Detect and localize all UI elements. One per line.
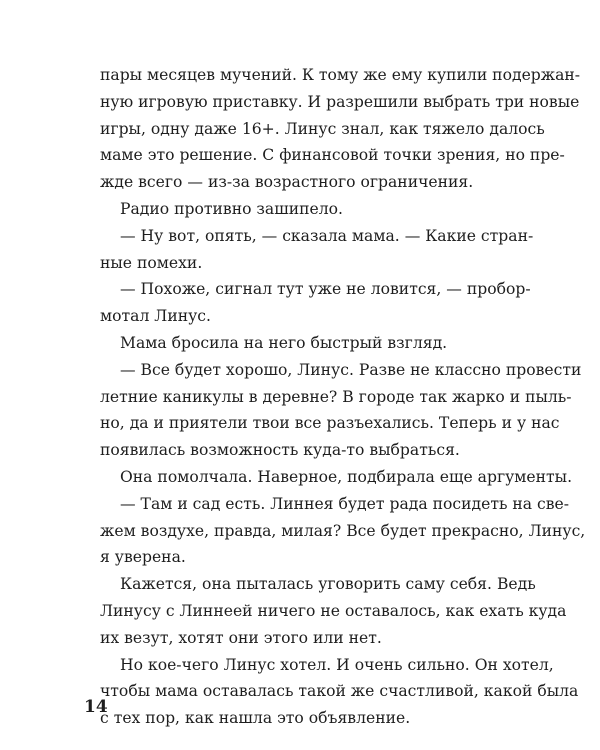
text-line: ную игровую приставку. И разрешили выбрать три новые — [100, 92, 580, 111]
text-line: появилась возможность куда-то выбраться. — [100, 441, 460, 460]
text-line: но, да и приятели твои все разъехались. Теперь и у нас — [100, 414, 560, 433]
text-line: игры, одну даже 16+. Линус знал, как тяжело далось — [100, 119, 545, 138]
page-body-text — [100, 62, 586, 732]
text-line: Кажется, она пыталась уговорить саму себя. Ведь — [120, 575, 536, 594]
text-line: чтобы мама оставалась такой же счастливой, какой была — [100, 682, 579, 701]
text-line: пары месяцев мучений. К тому же ему купили подержан- — [100, 66, 581, 84]
text-line: жде всего — из-за возрастного ограничения. — [100, 173, 474, 192]
page-number: 14 — [84, 697, 108, 717]
text-line: — Все будет хорошо, Линус. Разве не классно провести — [120, 360, 582, 379]
text-line: Радио противно зашипело. — [120, 199, 343, 218]
text-line: Линусу с Линнеей ничего не оставалось, как ехать куда — [100, 601, 567, 620]
text-line: — Похоже, сигнал тут уже не ловится, — пробор- — [120, 280, 531, 299]
text-line: Она помолчала. Наверное, подбирала еще аргументы. — [120, 467, 573, 486]
text-line: — Ну вот, опять, — сказала мама. — Какие стран- — [120, 226, 534, 245]
text-line: ные помехи. — [100, 253, 203, 272]
text-line: Мама бросила на него быстрый взгляд. — [120, 333, 448, 352]
text-line: жем воздухе, правда, милая? Все будет прекрасно, Линус, — [100, 521, 586, 540]
text-line: летние каникулы в деревне? В городе так жарко и пыль- — [100, 387, 572, 406]
text-line: мотал Линус. — [100, 307, 211, 326]
text-line: маме это решение. С финансовой точки зрения, но пре- — [100, 146, 565, 165]
text-line: Но кое-чего Линус хотел. И очень сильно. Он хотел, — [120, 655, 554, 674]
text-line: — Там и сад есть. Линнея будет рада посидеть на све- — [120, 494, 570, 513]
text-line: я уверена. — [100, 548, 186, 567]
text-line: с тех пор, как нашла это объявление. — [100, 709, 411, 728]
text-line: их везут, хотят они этого или нет. — [100, 628, 382, 647]
